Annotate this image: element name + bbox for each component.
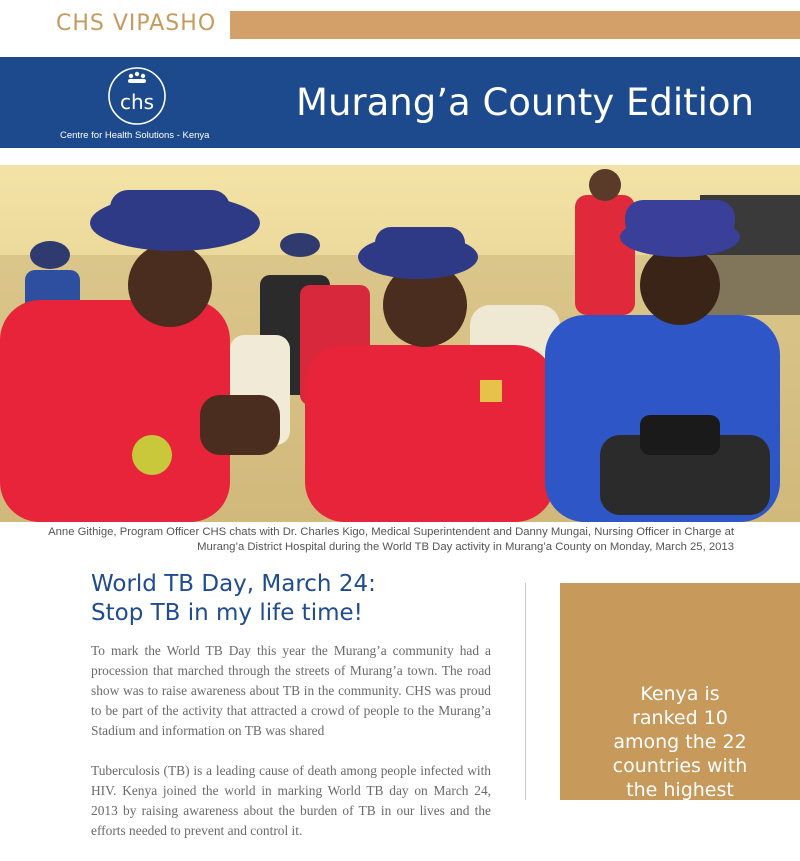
fact-line: TB burden bbox=[630, 803, 730, 825]
event-photo bbox=[0, 165, 800, 522]
photo-caption bbox=[14, 525, 734, 555]
article-paragraph: To mark the World TB Day this year the Murang’a community had a procession that marched through the streets of Murang’a town. The road show was to raise awareness about TB in the community. CHS was proud to be part of the activity that attracted a crowd of people to the Murang’a Stadium and information on TB was shared bbox=[91, 643, 491, 738]
article-headline bbox=[91, 570, 491, 628]
fact-line: countries with bbox=[612, 755, 748, 777]
fact-box-text bbox=[560, 682, 800, 826]
chs-logo bbox=[107, 66, 167, 126]
fact-line: the highest bbox=[626, 779, 734, 801]
column-divider bbox=[525, 583, 526, 800]
fact-line: ranked 10 bbox=[632, 707, 728, 729]
caption-line: Anne Githige, Program Officer CHS chats with Dr. Charles Kigo, Medical Superintendent and Danny Mungai, Nursing Officer in Charge at bbox=[48, 526, 734, 538]
headline-line: Stop TB in my life time! bbox=[91, 600, 363, 626]
logo-text: chs bbox=[119, 90, 155, 114]
header-accent-bar bbox=[230, 11, 800, 39]
article-body bbox=[91, 641, 491, 861]
logo-caption: Centre for Health Solutions - Kenya bbox=[60, 130, 210, 141]
caption-line: Murang’a District Hospital during the World TB Day activity in Murang’a County on Monday, March 25, 2013 bbox=[197, 541, 734, 553]
edition-title: Murang’a County Edition bbox=[296, 81, 754, 124]
article-paragraph: Tuberculosis (TB) is a leading cause of death among people infected with HIV. Kenya joined the world in marking World TB day on March 24, 2013 by raising awareness about the burden of TB in our lives and the efforts needed to prevent and control it. bbox=[91, 763, 491, 838]
headline-line: World TB Day, March 24: bbox=[91, 571, 376, 597]
newsletter-brand: CHS VIPASHO bbox=[56, 11, 217, 36]
fact-line: Kenya is bbox=[640, 683, 720, 705]
fact-line: among the 22 bbox=[613, 731, 747, 753]
